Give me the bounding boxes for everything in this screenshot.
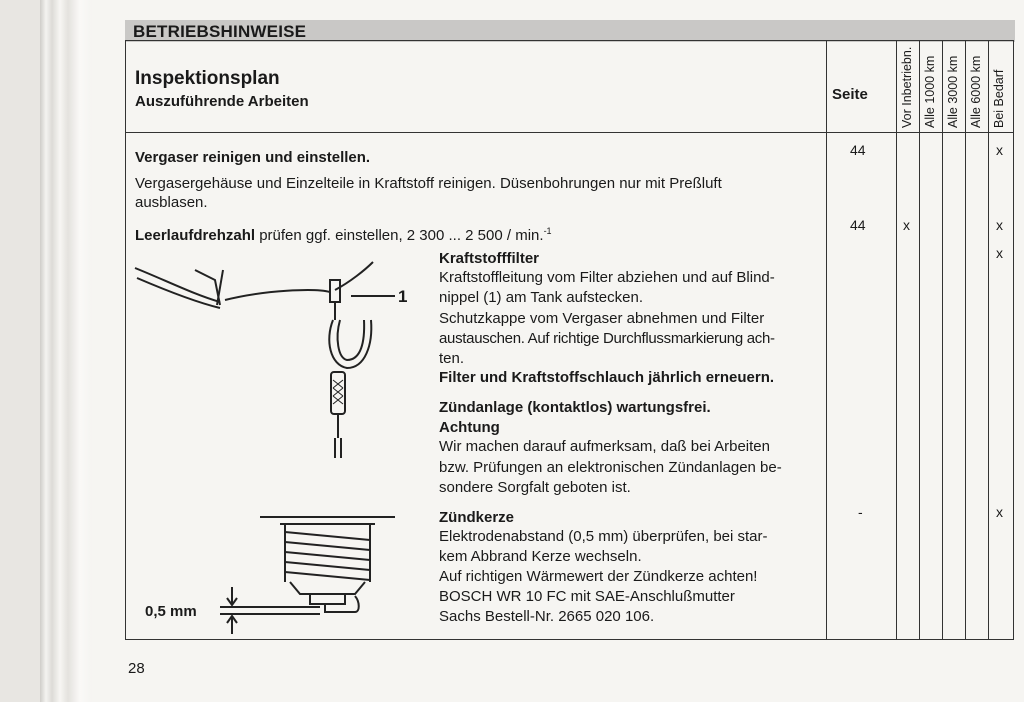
task-leerlauf-text: prüfen ggf. einstellen, 2 300 ... 2 500 / min. bbox=[259, 227, 544, 244]
task-zuendanlage-achtung: Achtung bbox=[439, 419, 500, 436]
spark-plug-figure bbox=[220, 512, 400, 637]
task-leerlauf-page: 44 bbox=[850, 217, 866, 233]
column-divider bbox=[942, 40, 943, 640]
section-title: BETRIEBSHINWEISE bbox=[133, 22, 307, 41]
task-filter-line: nippel (1) am Tank aufstecken. bbox=[439, 289, 644, 306]
interval-header-1: Alle 1000 km bbox=[923, 55, 937, 128]
task-zuendkerze-line: Elektrodenabstand (0,5 mm) überprüfen, bei star- bbox=[439, 528, 768, 545]
interval-header-4: Bei Bedarf bbox=[992, 69, 1006, 128]
task-filter-note: Filter und Kraftstoffschlauch jährlich erneuern. bbox=[439, 369, 775, 386]
column-divider bbox=[988, 40, 989, 640]
filter-callout-number: 1 bbox=[398, 287, 408, 306]
task-zuendkerze-heading: Zündkerze bbox=[439, 509, 515, 526]
page-column-header: Seite bbox=[832, 86, 868, 103]
column-divider bbox=[919, 40, 920, 640]
interval-mark: x bbox=[903, 217, 910, 233]
interval-header-3: Alle 6000 km bbox=[969, 55, 983, 128]
task-zuendkerze-line: BOSCH WR 10 FC mit SAE-Anschlußmutter bbox=[439, 588, 735, 605]
task-zuendanlage-heading: Zündanlage (kontaktlos) wartungsfrei. bbox=[439, 399, 711, 416]
interval-mark: x bbox=[996, 245, 1003, 261]
task-zuendkerze-page: - bbox=[858, 504, 863, 520]
task-filter-heading: Kraftstofffilter bbox=[439, 250, 539, 267]
task-zuendkerze-line: Auf richtigen Wärmewert der Zündkerze achten! bbox=[439, 568, 758, 585]
column-divider bbox=[896, 40, 897, 640]
task-leerlauf bbox=[135, 222, 552, 245]
task-filter-line: ten. bbox=[439, 350, 465, 367]
task-filter-line: Kraftstoffleitung vom Filter abziehen und auf Blind- bbox=[439, 269, 775, 286]
task-zuendkerze-line: kem Abbrand Kerze wechseln. bbox=[439, 548, 642, 565]
task-zuendanlage-line: bzw. Prüfungen an elektronischen Zündanlagen be- bbox=[439, 459, 782, 476]
interval-mark: x bbox=[996, 217, 1003, 233]
fuel-filter-figure bbox=[125, 250, 425, 470]
task-filter-line: Schutzkappe vom Vergaser abnehmen und Filter bbox=[439, 310, 765, 327]
task-vergaser-page: 44 bbox=[850, 142, 866, 158]
page-number: 28 bbox=[128, 660, 145, 677]
header-divider bbox=[125, 132, 1014, 133]
interval-mark: x bbox=[996, 504, 1003, 520]
task-vergaser-line: ausblasen. bbox=[135, 194, 208, 211]
page-title: Inspektionsplan bbox=[135, 68, 280, 89]
task-leerlauf-label: Leerlaufdrehzahl bbox=[135, 227, 256, 244]
task-vergaser-heading: Vergaser reinigen und einstellen. bbox=[135, 149, 371, 166]
task-vergaser-line: Vergasergehäuse und Einzelteile in Kraftstoff reinigen. Düsenbohrungen nur mit Preßluft bbox=[135, 175, 722, 192]
book-page-edges bbox=[40, 0, 100, 702]
task-zuendanlage-line: Wir machen darauf aufmerksam, daß bei Arbeiten bbox=[439, 438, 770, 455]
task-leerlauf-sup: -1 bbox=[543, 226, 552, 236]
interval-mark: x bbox=[996, 142, 1003, 158]
column-divider bbox=[965, 40, 966, 640]
column-divider bbox=[826, 40, 827, 640]
page-subtitle: Auszuführende Arbeiten bbox=[135, 93, 309, 110]
interval-header-0: Vor Inbetriebn. bbox=[900, 46, 914, 128]
task-zuendanlage-line: sondere Sorgfalt geboten ist. bbox=[439, 479, 631, 496]
task-zuendkerze-line: Sachs Bestell-Nr. 2665 020 106. bbox=[439, 608, 655, 625]
interval-header-2: Alle 3000 km bbox=[946, 55, 960, 128]
spark-gap-label: 0,5 mm bbox=[145, 603, 197, 620]
task-filter-line: austauschen. Auf richtige Durchflussmarkierung ach- bbox=[439, 330, 775, 347]
